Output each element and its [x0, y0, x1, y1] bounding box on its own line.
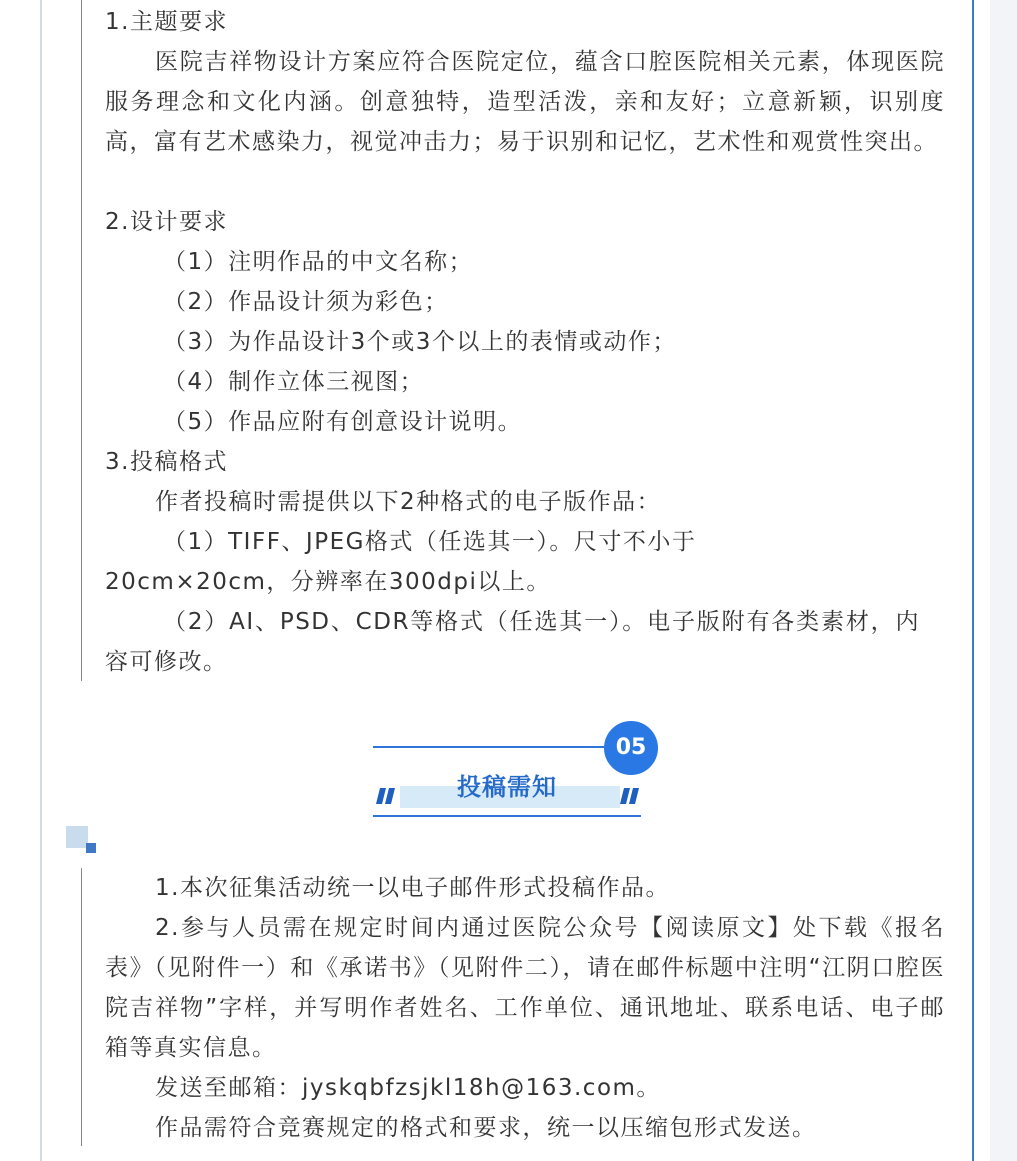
- corner-square-decoration: [66, 826, 88, 848]
- corner-small-square-decoration: [86, 843, 96, 853]
- right-quote-icon: [618, 784, 644, 808]
- section2-left-rule: [81, 868, 82, 1146]
- header-bottom-line: [373, 815, 641, 817]
- heading-format: 3.投稿格式: [105, 449, 228, 475]
- design-item-5: （5）作品应附有创意设计说明。: [163, 409, 523, 435]
- heading-theme: 1.主题要求: [105, 9, 228, 35]
- format-item-1: （1）TIFF、JPEG格式（任选其一）。尺寸不小于: [163, 529, 697, 555]
- design-item-3: （3）为作品设计3个或3个以上的表情或动作；: [163, 329, 677, 355]
- frame-left-border: [40, 0, 42, 1161]
- frame-right-border: [972, 0, 974, 1161]
- design-item-2: （2）作品设计须为彩色；: [163, 289, 449, 315]
- paragraph-theme: 医院吉祥物设计方案应符合医院定位，蕴含口腔医院相关元素，体现医院服务理念和文化内涵。创意独特，造型活泼，亲和友好；立意新颖，识别度高，富有艺术感染力，视觉冲击力；易于识别和记忆，艺术性和观赏性突出。: [105, 49, 945, 155]
- design-item-1: （1）注明作品的中文名称；: [163, 249, 474, 275]
- design-item-4: （4）制作立体三视图；: [163, 369, 425, 395]
- format-item-2: （2）AI、PSD、CDR等格式（任选其一）。电子版附有各类素材，内容可修改。: [105, 609, 920, 675]
- section-title: 投稿需知: [457, 773, 557, 801]
- page-side-background: [990, 0, 1017, 1161]
- notice-email: 发送至邮箱：jyskqbfzsjkl18h@163.com。: [155, 1075, 661, 1101]
- heading-design: 2.设计要求: [105, 209, 228, 235]
- format-intro: 作者投稿时需提供以下2种格式的电子版作品：: [155, 489, 662, 515]
- left-quote-icon: [374, 784, 400, 808]
- notice-item-1: 1.本次征集活动统一以电子邮件形式投稿作品。: [155, 875, 670, 901]
- section1-left-rule: [81, 0, 82, 681]
- format-item-1-cont: 20cm×20cm，分辨率在300dpi以上。: [105, 569, 551, 595]
- notice-item-2: 2.参与人员需在规定时间内通过医院公众号【阅读原文】处下载《报名表》（见附件一）和《承诺书》（见附件二），请在邮件标题中注明“江阴口腔医院吉祥物”字样，并写明作者姓名、工作单位、通讯地址、联系电话、电子邮箱等真实信息。: [105, 915, 945, 1061]
- section-number-badge: 05: [604, 721, 658, 775]
- notice-item-format: 作品需符合竞赛规定的格式和要求，统一以压缩包形式发送。: [155, 1115, 817, 1141]
- header-top-line: [373, 746, 613, 748]
